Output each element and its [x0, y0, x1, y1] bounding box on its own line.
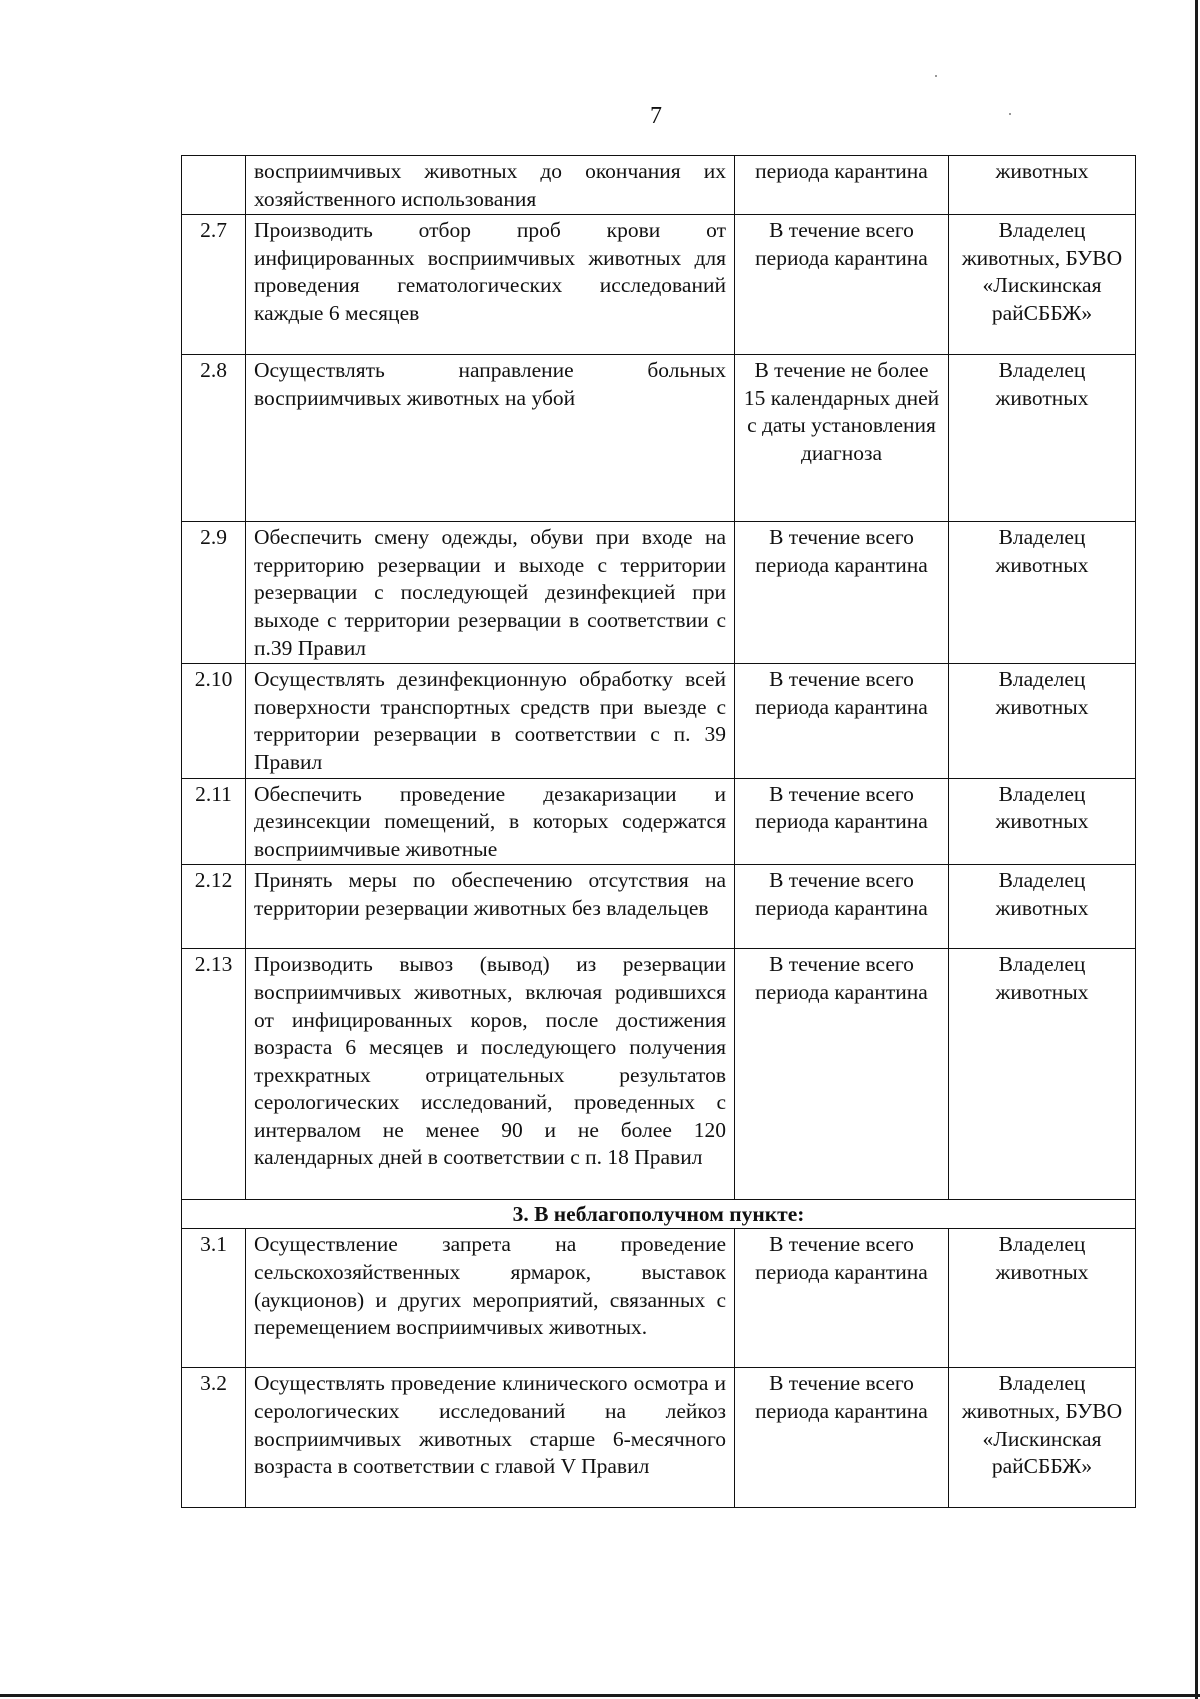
table-row — [182, 949, 1136, 1200]
row-number: 2.11 — [182, 778, 246, 865]
table-row — [182, 522, 1136, 664]
row-responsible: Владелец животных — [949, 778, 1136, 865]
table-row — [182, 778, 1136, 865]
row-action: Осуществлять проведение клинического осмотра и серологических исследований на лейкоз восприимчивых животных старше 6-месячного возраста в соответствии с главой V Правил — [246, 1368, 735, 1508]
page-number: 7 — [650, 103, 662, 129]
row-term: В течение всего периода карантина — [735, 1229, 949, 1368]
row-term: В течение не более 15 календарных дней с даты установления диагноза — [735, 355, 949, 522]
row-action: Производить отбор проб крови от инфицированных восприимчивых животных для проведения гематологических исследований каждые 6 месяцев — [246, 215, 735, 355]
row-term: В течение всего периода карантина — [735, 664, 949, 778]
table-row — [182, 355, 1136, 522]
row-action: Производить вывоз (вывод) из резервации восприимчивых животных, включая родившихся от инфицированных коров, после достижения возраста 6 месяцев и последующего получения трехкратных отрицательных результатов серологических исследований, проведенных с интервалом не менее 90 и не более 120 календарных дней в соответствии с п. 18 Правил — [246, 949, 735, 1200]
section-header-row — [182, 1200, 1136, 1229]
row-responsible: Владелец животных — [949, 664, 1136, 778]
row-number: 2.7 — [182, 215, 246, 355]
row-action: Обеспечить проведение дезакаризации и дезинсекции помещений, в которых содержатся восприимчивые животные — [246, 778, 735, 865]
row-number: 2.10 — [182, 664, 246, 778]
row-responsible: Владелец животных — [949, 1229, 1136, 1368]
row-responsible: Владелец животных — [949, 865, 1136, 949]
row-responsible: Владелец животных, БУВО «Лискинская райСББЖ» — [949, 1368, 1136, 1508]
table-row — [182, 215, 1136, 355]
row-term: В течение всего периода карантина — [735, 865, 949, 949]
row-number — [182, 156, 246, 215]
row-responsible: Владелец животных — [949, 355, 1136, 522]
section-3-title: 3. В неблагополучном пункте: — [182, 1200, 1136, 1229]
scan-speck — [935, 75, 937, 77]
row-responsible: Владелец животных, БУВО «Лискинская райСББЖ» — [949, 215, 1136, 355]
row-responsible: Владелец животных — [949, 949, 1136, 1200]
row-term: В течение всего периода карантина — [735, 215, 949, 355]
table-row — [182, 1229, 1136, 1368]
row-term: В течение всего периода карантина — [735, 522, 949, 664]
row-action: Обеспечить смену одежды, обуви при входе на территорию резервации и выходе с территории резервации с последующей дезинфекцией при выходе с территории резервации в соответствии с п.39 Правил — [246, 522, 735, 664]
row-number: 3.1 — [182, 1229, 246, 1368]
row-action: восприимчивых животных до окончания их хозяйственного использования — [246, 156, 735, 215]
row-action: Принять меры по обеспечению отсутствия на территории резервации животных без владельцев — [246, 865, 735, 949]
row-action: Осуществлять дезинфекционную обработку всей поверхности транспортных средств при выезде с территории резервации в соответствии с п. 39 Правил — [246, 664, 735, 778]
row-number: 2.13 — [182, 949, 246, 1200]
row-term: периода карантина — [735, 156, 949, 215]
row-term: В течение всего периода карантина — [735, 1368, 949, 1508]
table-row — [182, 1368, 1136, 1508]
row-term: В течение всего периода карантина — [735, 778, 949, 865]
measures-table — [181, 155, 1136, 1508]
row-responsible: Владелец животных — [949, 522, 1136, 664]
row-number: 2.9 — [182, 522, 246, 664]
row-action: Осуществлять направление больных восприимчивых животных на убой — [246, 355, 735, 522]
table-row — [182, 156, 1136, 215]
row-term: В течение всего периода карантина — [735, 949, 949, 1200]
table-body — [182, 156, 1136, 1508]
table-row — [182, 664, 1136, 778]
row-number: 3.2 — [182, 1368, 246, 1508]
table-row — [182, 865, 1136, 949]
row-action: Осуществление запрета на проведение сельскохозяйственных ярмарок, выставок (аукционов) и других мероприятий, связанных с перемещением восприимчивых животных. — [246, 1229, 735, 1368]
scan-border-right — [1195, 0, 1198, 1699]
scan-border-bottom — [0, 1694, 1200, 1697]
row-number: 2.12 — [182, 865, 246, 949]
row-responsible: животных — [949, 156, 1136, 215]
row-number: 2.8 — [182, 355, 246, 522]
